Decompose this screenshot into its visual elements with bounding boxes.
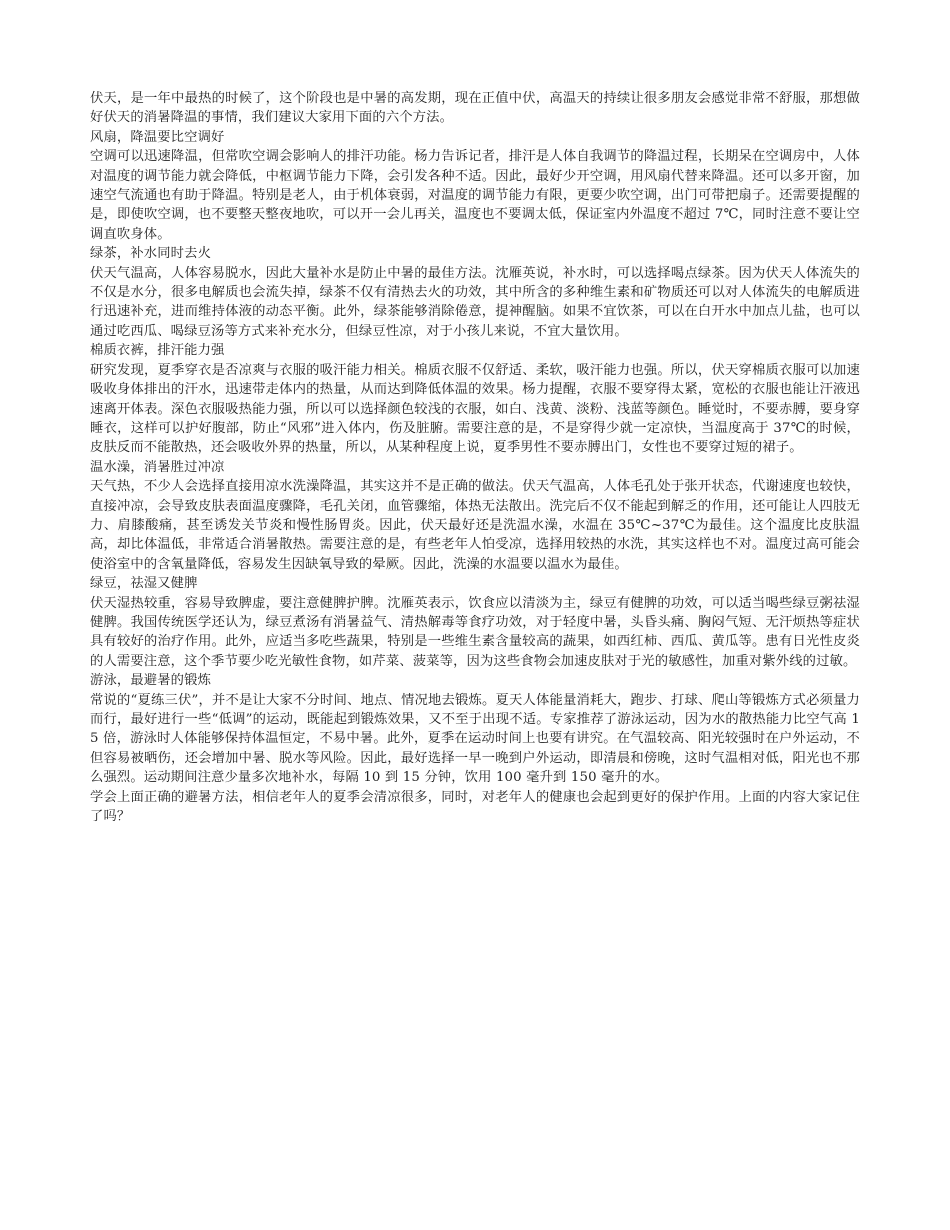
section-body-warm-bath: 天气热，不少人会选择直接用凉水洗澡降温，其实这并不是正确的做法。伏天气温高，人体毛孔处于张开状态，代谢速度也较快，直接冲凉，会导致皮肤表面温度骤降，毛孔关闭，血管骤缩，体热无法散出。洗完后不仅不能起到解乏的作用，还可能让人四肢无力、肩膝酸痛，甚至诱发关节炎和慢性肠胃炎。因此，伏天最好还是洗温水澡，水温在 35℃~37℃为最佳。这个温度比皮肤温高，却比体温低，非常适合消暑散热。需要注意的是，有些老年人怕受凉，选择用较热的水洗，其实这样也不对。温度过高可能会使浴室中的含氧量降低，容易发生因缺氧导致的晕厥。因此，洗澡的水温要以温水为最佳。 xyxy=(90,479,860,572)
section-body-cotton-clothes: 研究发现，夏季穿衣是否凉爽与衣服的吸汗能力相关。棉质衣服不仅舒适、柔软，吸汗能力也强。所以，伏天穿棉质衣服可以加速吸收身体排出的汗水，迅速带走体内的热量，从而达到降低体温的效果。杨力提醒，衣服不要穿得太紧，宽松的衣服也能让汗液迅速离开体表。深色衣服吸热能力强，所以可以选择颜色较浅的衣服，如白、浅黄、淡粉、浅蓝等颜色。睡觉时，不要赤膊，要身穿睡衣，这样可以护好腹部，防止“风邪”进入体内，伤及脏腑。需要注意的是，不是穿得少就一定凉快，当温度高于 37℃的时候，皮肤反而不能散热，还会吸收外界的热量，所以，从某种程度上说，夏季男性不要赤膊出门，女性也不要穿过短的裙子。 xyxy=(90,362,860,456)
section-heading-warm-bath: 温水澡，消暑胜过冲凉 xyxy=(90,459,225,475)
section-body-green-tea: 伏天气温高，人体容易脱水，因此大量补水是防止中暑的最佳方法。沈雁英说，补水时，可以选择喝点绿茶。因为伏天人体流失的不仅是水分，很多电解质也会流失掉，绿茶不仅有清热去火的功效，其中所含的多种维生素和矿物质还可以对人体流失的电解质进行迅速补充，进而维持体液的动态平衡。此外，绿茶能够消除倦意，提神醒脑。如果不宜饮茶，可以在白开水中加点儿盐，也可以通过吃西瓜、喝绿豆汤等方式来补充水分，但绿豆性凉，对于小孩儿来说，不宜大量饮用。 xyxy=(90,265,860,339)
section-body-swimming: 常说的“夏练三伏”，并不是让大家不分时间、地点、情况地去锻炼。夏天人体能量消耗大，跑步、打球、爬山等锻炼方式必须量力而行，最好进行一些“低调”的运动，既能起到锻炼效果，又不至于出现不适。专家推荐了游泳运动，因为水的散热能力比空气高 15 倍，游泳时人体能够保持体温恒定，不易中暑。此外，夏季在运动时间上也要有讲究。在气温较高、阳光较强时在户外运动，不但容易被晒伤，还会增加中暑、脱水等风险。因此，最好选择一早一晚到户外运动，即清晨和傍晚，这时气温相对低，阳光也不那么强烈。运动期间注意少量多次地补水，每隔 10 到 15 分钟，饮用 100 毫升到 150 毫升的水。 xyxy=(90,692,860,786)
section-heading-cotton-clothes: 棉质衣裤，排汗能力强 xyxy=(90,343,225,359)
intro-paragraph: 伏天，是一年中最热的时候了，这个阶段也是中暑的高发期，现在正值中伏，高温天的持续让很多朋友会感觉非常不舒服，那想做好伏天的消暑降温的事情，我们建议大家用下面的六个方法。 xyxy=(90,91,860,126)
section-heading-green-tea: 绿茶，补水同时去火 xyxy=(90,246,212,262)
section-body-mung-bean: 伏天湿热较重，容易导致脾虚，要注意健脾护脾。沈雁英表示，饮食应以清淡为主，绿豆有健脾的功效，可以适当喝些绿豆粥祛湿健脾。我国传统医学还认为，绿豆煮汤有消暑益气、清热解毒等食疗功效，对于轻度中暑，头昏头痛、胸闷气短、无汗烦热等症状具有较好的治疗作用。此外，应适当多吃些蔬果，特别是一些维生素含量较高的蔬果，如西红柿、西瓜、黄瓜等。患有日光性皮炎的人需要注意，这个季节要少吃光敏性食物，如芹菜、菠菜等，因为这些食物会加速皮肤对于光的敏感性，加重对紫外线的过敏。 xyxy=(90,595,860,669)
section-heading-fan: 风扇，降温要比空调好 xyxy=(90,129,225,145)
section-body-fan: 空调可以迅速降温，但常吹空调会影响人的排汗功能。杨力告诉记者，排汗是人体自我调节的降温过程，长期呆在空调房中，人体对温度的调节能力就会降低，中枢调节能力下降，会引发各种不适。因此，最好少开空调，用风扇代替来降温。还可以多开窗，加速空气流通也有助于降温。特别是老人，由于机体衰弱，对温度的调节能力有限，更要少吹空调，出门可带把扇子。还需要提醒的是，即使吹空调，也不要整天整夜地吹，可以开一会儿再关，温度也不要调太低，保证室内外温度不超过 7℃，同时注意不要让空调直吹身体。 xyxy=(90,149,860,242)
outro-paragraph: 学会上面正确的避暑方法，相信老年人的夏季会清凉很多，同时，对老年人的健康也会起到更好的保护作用。上面的内容大家记住了吗？ xyxy=(90,789,860,825)
section-heading-mung-bean: 绿豆，祛湿又健脾 xyxy=(90,576,198,592)
article-body xyxy=(90,89,860,826)
section-heading-swimming: 游泳，最避暑的锻炼 xyxy=(90,673,212,689)
